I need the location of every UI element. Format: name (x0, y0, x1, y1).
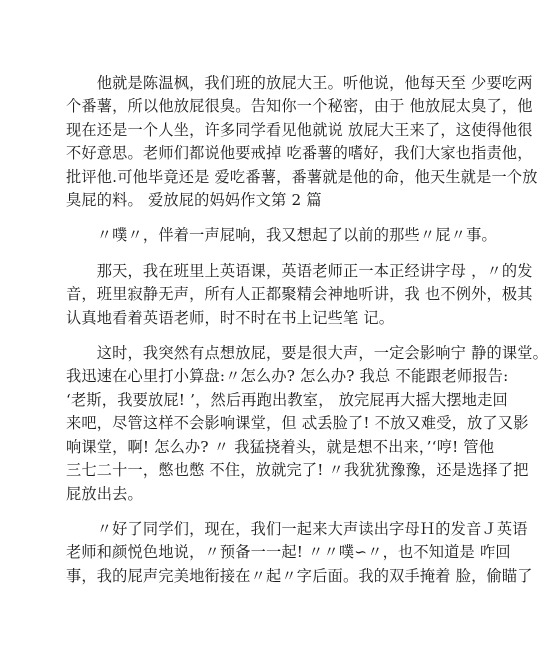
paragraph-gap (66, 212, 466, 224)
text-line: 臭屁的料。 爱放屁的妈妈作文第 2 篇 (66, 191, 322, 210)
text-line: 来吧，尽管这样不会影响课堂，但 忒丢脸了! 不放又难受，放了又影 (66, 414, 529, 433)
text-line: 〃噗〃，伴着一声屁响，我又想起了以前的那些〃屁〃事。 (66, 226, 497, 245)
text-line: 认真地看着英语老师，时不时在书上记些笔 记。 (66, 308, 395, 327)
paragraph (66, 342, 548, 506)
text-line: 〃好了同学们，现在，我们一起来大声读出字母Ｈ的发音Ｊ英语 (66, 519, 528, 538)
paragraph-gap (66, 506, 466, 518)
paragraph-gap (66, 248, 466, 260)
text-line: ‘老斯，我要放屁! ’，然后再跑出教室， 放完屁再大摇大摆地走回 (66, 390, 508, 409)
text-line: 三七二十一，憋也憋 不住，放就完了! 〃我犹犹豫豫，还是选择了把 (66, 461, 529, 480)
paragraph (66, 260, 533, 330)
text-line: 响课堂，啊! 怎么办? 〃 我猛挠着头，就是想不出来，’‘哼! 管他 (66, 437, 495, 456)
document-page (66, 72, 548, 588)
paragraph (66, 72, 538, 212)
text-line: 他就是陈温枫，我们班的放屁大王。听他说，他每天至 少要吃两 (66, 74, 533, 92)
text-line: 这时，我突然有点想放屁，要是很大声，一定会影响宁 静的课堂。 (66, 344, 548, 363)
paragraph (66, 224, 497, 247)
text-line: 那天，我在班里上英语课，英语老师正一本正经讲字母 ，〃的发 (66, 261, 533, 280)
paragraph (66, 518, 533, 588)
text-line: 批评他.可他毕竟还是 爱吃番薯，番薯就是他的命，他天生就是一个放 (66, 167, 538, 186)
text-line: 我迅速在心里打小算盘:〃怎么办? 怎么办? 我总 不能跟老师报告: (66, 367, 509, 386)
text-line: 不好意思。老师们都说他要戒掉 吃番薯的嗜好，我们大家也指责他， (66, 144, 533, 163)
text-line: 屁放出去。 (66, 484, 143, 503)
paragraph-gap (66, 330, 466, 342)
text-line: 现在还是一个人坐，许多同学看见他就说 放屁大王来了，这使得他很 (66, 120, 533, 139)
text-line: 个番薯，所以他放屁很臭。告知你一个秘密，由于 他放屁太臭了，他 (66, 97, 533, 116)
text-line: 事，我的屁声完美地衔接在〃起〃字后面。我的双手掩着 脸，偷瞄了 (66, 566, 533, 585)
text-line: 音，班里寂静无声，所有人正都聚精会神地听讲，我 也不例外，极其 (66, 285, 533, 304)
text-line: 老师和颜悦色地说，〃预备一一起! 〃〃噗∽〃，也不知道是 咋回 (66, 543, 511, 562)
